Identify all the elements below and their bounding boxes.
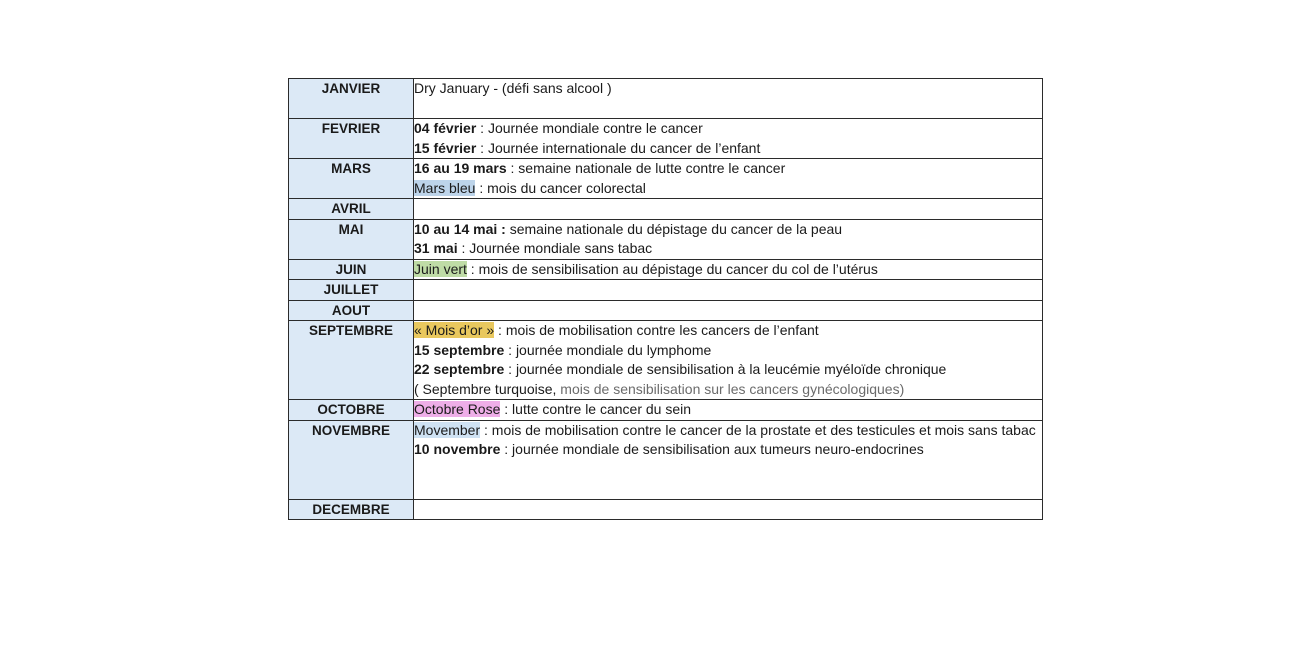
events-mai xyxy=(414,219,1043,259)
event-line xyxy=(414,260,1042,280)
events-octobre xyxy=(414,400,1043,421)
month-fevrier: FEVRIER xyxy=(289,119,414,159)
table-row xyxy=(289,300,1043,321)
table-row xyxy=(289,79,1043,119)
event-text: : Journée mondiale sans tabac xyxy=(457,240,653,256)
event-text: : mois de mobilisation contre les cancers de l’enfant xyxy=(494,322,819,338)
table-row xyxy=(289,199,1043,220)
table-row xyxy=(289,321,1043,400)
event-date: 31 mai xyxy=(414,240,458,256)
event-line xyxy=(414,380,1042,400)
event-highlight: Movember xyxy=(414,421,481,438)
table-row xyxy=(289,280,1043,301)
event-highlight: Mars bleu xyxy=(414,179,476,196)
event-note: mois de sensibilisation sur les cancers gynécologiques) xyxy=(556,380,905,397)
event-text: : mois de sensibilisation au dépistage du cancer du col de l’utérus xyxy=(466,260,878,277)
event-line xyxy=(414,440,1042,460)
event-date: 16 au 19 mars xyxy=(414,160,507,176)
month-avril: AVRIL xyxy=(289,199,414,220)
event-text: : mois de mobilisation contre le cancer de la prostate et des testicules et mois sans tabac xyxy=(480,421,1036,438)
event-date: 10 au 14 mai : xyxy=(414,220,506,237)
month-octobre: OCTOBRE xyxy=(289,400,414,421)
event-highlight: « Mois d’or » xyxy=(414,322,495,338)
event-line xyxy=(414,119,1042,139)
event-line xyxy=(414,321,1042,341)
month-mars: MARS xyxy=(289,159,414,199)
events-septembre xyxy=(414,321,1043,400)
event-line xyxy=(414,239,1042,259)
event-line xyxy=(414,360,1042,380)
event-text: : journée mondiale de sensibilisation aux tumeurs neuro-endocrines xyxy=(500,441,924,457)
month-juin: JUIN xyxy=(289,259,414,280)
event-line xyxy=(414,159,1042,179)
event-line xyxy=(414,139,1042,159)
events-novembre xyxy=(414,420,1043,499)
month-septembre: SEPTEMBRE xyxy=(289,321,414,400)
awareness-calendar-table xyxy=(288,78,1043,520)
month-mai: MAI xyxy=(289,219,414,259)
event-date: 15 février xyxy=(414,139,477,156)
event-line xyxy=(414,421,1042,441)
table-row xyxy=(289,119,1043,159)
events-avril xyxy=(414,199,1043,220)
month-novembre: NOVEMBRE xyxy=(289,420,414,499)
event-text: : semaine nationale de lutte contre le cancer xyxy=(506,160,786,176)
event-text: : Journée mondiale contre le cancer xyxy=(476,120,703,136)
event-text: : lutte contre le cancer du sein xyxy=(500,401,692,417)
event-line xyxy=(414,400,1042,420)
table-row xyxy=(289,159,1043,199)
event-date: 10 novembre xyxy=(414,441,501,457)
table-row xyxy=(289,499,1043,520)
events-mars xyxy=(414,159,1043,199)
event-highlight: Octobre Rose xyxy=(414,401,501,417)
events-janvier xyxy=(414,79,1043,119)
event-text: : Journée internationale du cancer de l’enfant xyxy=(476,139,761,156)
month-decembre: DECEMBRE xyxy=(289,499,414,520)
event-date: 15 septembre xyxy=(414,341,505,358)
month-juillet: JUILLET xyxy=(289,280,414,301)
event-date: 04 février xyxy=(414,120,477,136)
event-text: : journée mondiale du lymphome xyxy=(504,341,712,358)
event-text: semaine nationale du dépistage du cancer de la peau xyxy=(505,220,843,237)
events-juin xyxy=(414,259,1043,280)
table-row xyxy=(289,400,1043,421)
events-fevrier xyxy=(414,119,1043,159)
event-text: Dry January - (défi sans alcool ) xyxy=(414,80,612,96)
event-date: 22 septembre xyxy=(414,361,505,377)
event-line xyxy=(414,341,1042,361)
event-line xyxy=(414,179,1042,199)
table-row xyxy=(289,420,1043,499)
table-row xyxy=(289,219,1043,259)
event-text: : journée mondiale de sensibilisation à la leucémie myéloïde chronique xyxy=(504,361,947,377)
month-aout: AOUT xyxy=(289,300,414,321)
event-highlight: Juin vert xyxy=(414,260,467,277)
table-row xyxy=(289,259,1043,280)
event-text: ( Septembre turquoise, xyxy=(414,380,557,397)
events-aout xyxy=(414,300,1043,321)
event-text: : mois du cancer colorectal xyxy=(475,179,646,196)
events-decembre xyxy=(414,499,1043,520)
events-juillet xyxy=(414,280,1043,301)
month-janvier: JANVIER xyxy=(289,79,414,119)
event-line xyxy=(414,220,1042,240)
